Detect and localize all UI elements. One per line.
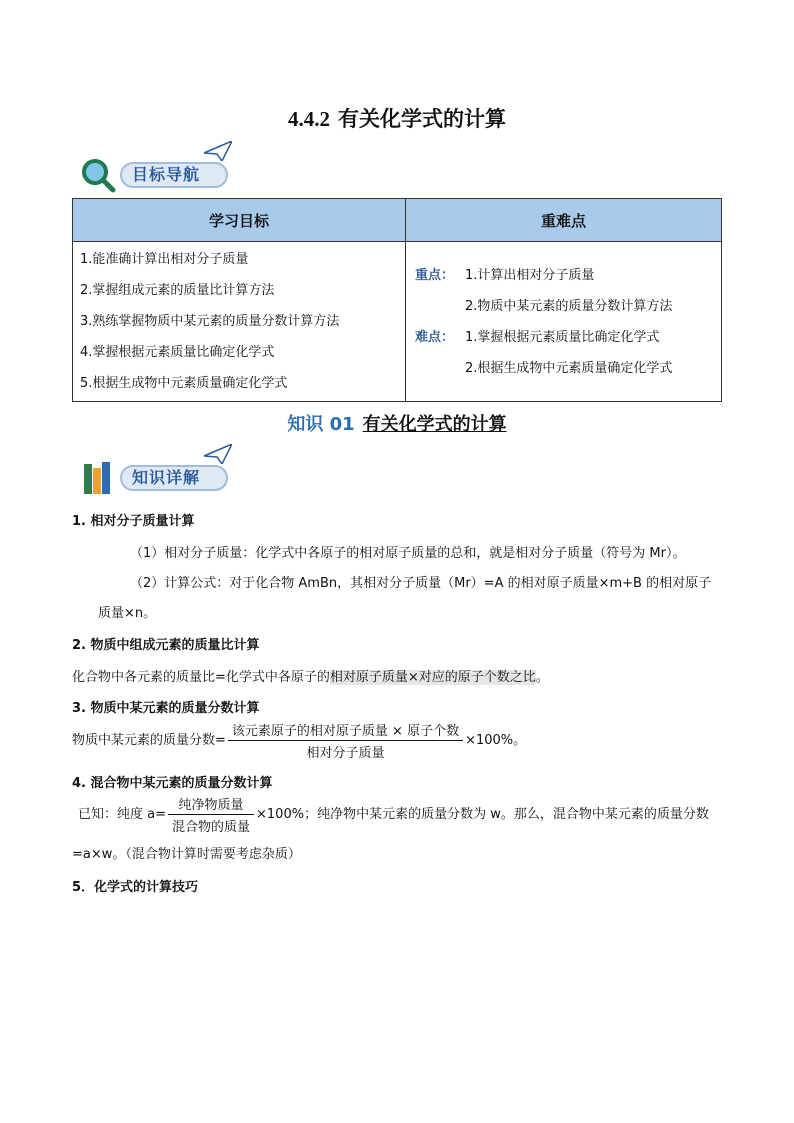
goal-item: 4.掌握根据元素质量比确定化学式 bbox=[80, 345, 275, 360]
difficulty-item: 2.根据生成物中元素质量确定化学式 bbox=[465, 360, 673, 376]
heading-2: 2. 物质中组成元素的质量比计算 bbox=[72, 638, 260, 653]
paragraph bbox=[72, 666, 549, 685]
paragraph: （2）计算公式：对于化合物 AmBn，其相对分子质量（Mr）=A 的相对原子质量×m+B 的相对原子 bbox=[130, 576, 712, 591]
paragraph: （1）相对分子质量：化学式中各原子的相对原子质量的总和，就是相对分子质量（符号为 Mr）。 bbox=[130, 546, 686, 561]
fraction bbox=[228, 720, 463, 761]
paragraph: =a×w。（混合物计算时需要考虑杂质） bbox=[72, 847, 301, 862]
denominator: 混合物的质量 bbox=[172, 820, 251, 835]
knowledge-banner-label: 知识详解 bbox=[120, 465, 228, 491]
magnifier-icon bbox=[80, 157, 116, 193]
key-item: 1.计算出相对分子质量 bbox=[465, 267, 595, 283]
goals-cell bbox=[73, 242, 406, 402]
books-icon bbox=[80, 460, 116, 496]
section-title: 有关化学式的计算 bbox=[362, 414, 507, 435]
text: ×100%；纯净物中某元素的质量分数为 w。那么，混合物中某元素的质量分数 bbox=[256, 807, 709, 822]
heading-3: 3. 物质中某元素的质量分数计算 bbox=[72, 701, 260, 716]
goal-item: 1.能准确计算出相对分子质量 bbox=[80, 252, 249, 267]
goal-item: 5.根据生成物中元素质量确定化学式 bbox=[80, 376, 288, 391]
key-item: 2.物质中某元素的质量分数计算方法 bbox=[465, 298, 673, 314]
title-text: 有关化学式的计算 bbox=[338, 107, 506, 131]
paper-plane-icon bbox=[204, 141, 232, 161]
difficulty-tag: 难点： bbox=[415, 329, 455, 345]
heading-5: 5．化学式的计算技巧 bbox=[72, 880, 199, 895]
text: 已知：纯度 a= bbox=[78, 807, 166, 822]
numerator: 纯净物质量 bbox=[168, 794, 254, 815]
text: 。 bbox=[535, 670, 549, 685]
title-number: 4.4.2 bbox=[288, 107, 330, 131]
formula-paragraph bbox=[78, 794, 728, 835]
heading-1: 1. 相对分子质量计算 bbox=[72, 514, 195, 529]
text: 化合物中各元素的质量比=化学式中各原子的 bbox=[72, 670, 330, 685]
heading-4: 4. 混合物中某元素的质量分数计算 bbox=[72, 776, 273, 791]
goal-banner-label: 目标导航 bbox=[120, 162, 228, 188]
paper-plane-icon bbox=[204, 444, 232, 464]
goals-table bbox=[72, 198, 722, 402]
difficulty-item: 1.掌握根据元素质量比确定化学式 bbox=[465, 329, 660, 345]
goal-item: 2.掌握组成元素的质量比计算方法 bbox=[80, 283, 275, 298]
key-points-header: 重难点 bbox=[406, 199, 722, 242]
page-title bbox=[0, 103, 794, 133]
section-heading bbox=[0, 410, 794, 436]
section-number: 知识 01 bbox=[287, 414, 355, 435]
knowledge-banner bbox=[76, 458, 246, 498]
numerator: 该元素原子的相对原子质量 × 原子个数 bbox=[228, 720, 463, 741]
goal-banner bbox=[76, 155, 246, 195]
highlighted-text: 相对原子质量×对应的原子个数之比 bbox=[329, 670, 536, 685]
goal-item: 3.熟练掌握物质中某元素的质量分数计算方法 bbox=[80, 314, 340, 329]
text: 物质中某元素的质量分数= bbox=[72, 733, 226, 748]
fraction bbox=[168, 794, 254, 835]
text: ×100%。 bbox=[465, 733, 527, 748]
key-tag: 重点： bbox=[415, 267, 455, 283]
key-points-cell bbox=[406, 242, 722, 402]
goals-header: 学习目标 bbox=[73, 199, 406, 242]
denominator: 相对分子质量 bbox=[306, 746, 385, 761]
paragraph: 质量×n。 bbox=[98, 606, 157, 621]
formula-paragraph bbox=[72, 720, 526, 761]
